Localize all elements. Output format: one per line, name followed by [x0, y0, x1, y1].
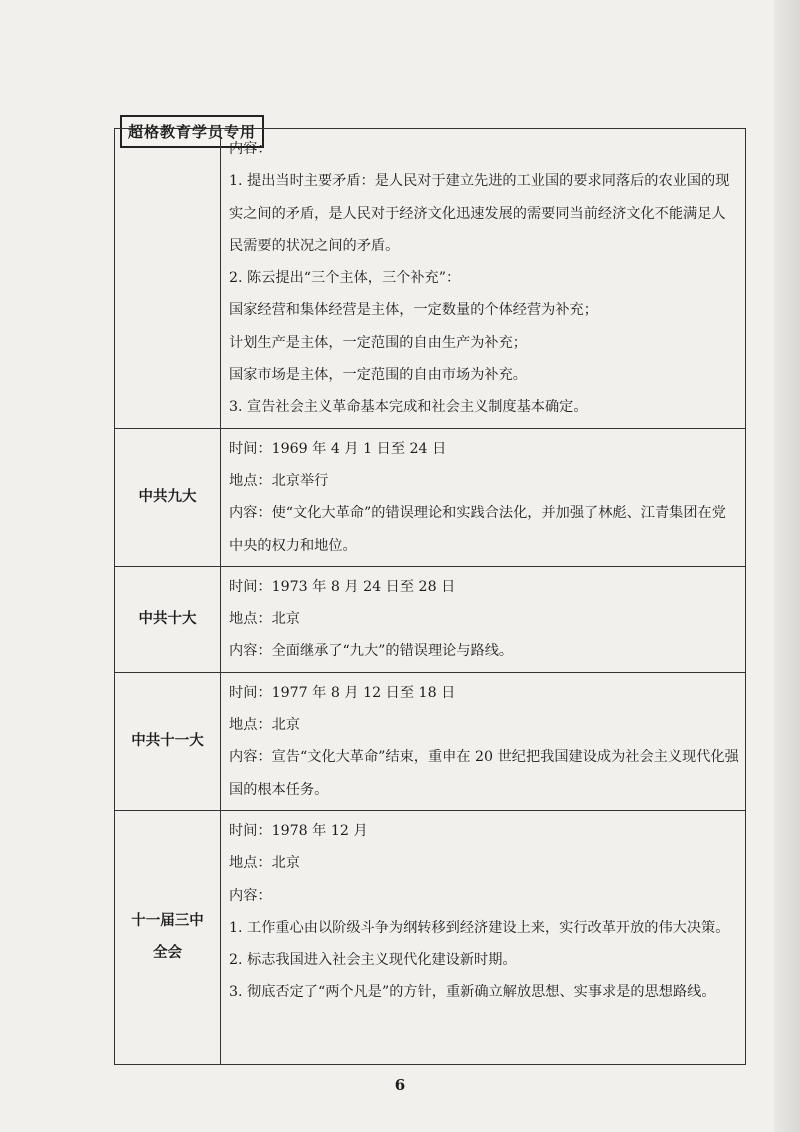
content-line: 内容：宣告“文化大革命”结束，重申在 20 世纪把我国建设成为社会主义现代化强国的根本任务。: [229, 749, 739, 798]
content-line: 1. 工作重心由以阶级斗争为纲转移到经济建设上来，实行改革开放的伟大决策。: [229, 919, 730, 936]
content-line: 内容：使“文化大革命”的错误理论和实践合法化，并加强了林彪、江青集团在党中央的权力和地位。: [229, 505, 726, 554]
content-line: 时间：1977 年 8 月 12 日至 18 日: [229, 684, 456, 701]
history-table: [114, 128, 746, 1065]
content-line: 3. 彻底否定了“两个凡是”的方针，重新确立解放思想、实事求是的思想路线。: [229, 984, 716, 1001]
content-line: 地点：北京: [229, 717, 300, 734]
row-label: 十一届三中全会: [115, 810, 221, 1064]
content-line: 3. 宣告社会主义革命基本完成和社会主义制度基本确定。: [229, 399, 588, 416]
row-label: 中共九大: [115, 428, 221, 566]
table-row: [115, 672, 746, 810]
row-label: 中共十大: [115, 566, 221, 672]
row-label: 中共十一大: [115, 672, 221, 810]
content-line: 时间：1978 年 12 月: [229, 822, 368, 839]
row-label: [115, 129, 221, 429]
content-line: 内容：: [229, 141, 272, 157]
content-line: 内容：全面继承了“九大”的错误理论与路线。: [229, 643, 514, 660]
content-line: 国家经营和集体经营是主体，一定数量的个体经营为补充；: [229, 302, 598, 319]
table-row: [115, 566, 746, 672]
row-content: [221, 566, 746, 672]
content-line: 计划生产是主体，一定范围的自由生产为补充；: [229, 334, 527, 351]
content-line: 国家市场是主体，一定范围的自由市场为补充。: [229, 367, 527, 384]
content-line: 时间：1973 年 8 月 24 日至 28 日: [229, 578, 456, 595]
content-line: 地点：北京: [229, 855, 300, 872]
row-content: [221, 129, 746, 429]
row-content: [221, 672, 746, 810]
row-content: [221, 428, 746, 566]
page-number: 6: [394, 1076, 406, 1094]
table-row: [115, 428, 746, 566]
table-row: [115, 129, 746, 429]
watermark-stamp: 超格教育学员专用: [120, 115, 264, 148]
table-row: [115, 810, 746, 1064]
content-line: 2. 标志我国进入社会主义现代化建设新时期。: [229, 952, 517, 969]
content-line: 内容：: [229, 887, 272, 904]
content-line: 地点：北京举行: [229, 472, 329, 489]
row-content: [221, 810, 746, 1064]
content-line: 地点：北京: [229, 611, 300, 628]
content-line: 1. 提出当时主要矛盾：是人民对于建立先进的工业国的要求同落后的农业国的现实之间的矛盾，是人民对于经济文化迅速发展的需要同当前经济文化不能满足人民需要的状况之间的矛盾。: [229, 173, 730, 254]
page-edge: [774, 0, 800, 1132]
content-line: 时间：1969 年 4 月 1 日至 24 日: [229, 440, 447, 457]
content-line: 2. 陈云提出“三个主体，三个补充”：: [229, 270, 461, 287]
